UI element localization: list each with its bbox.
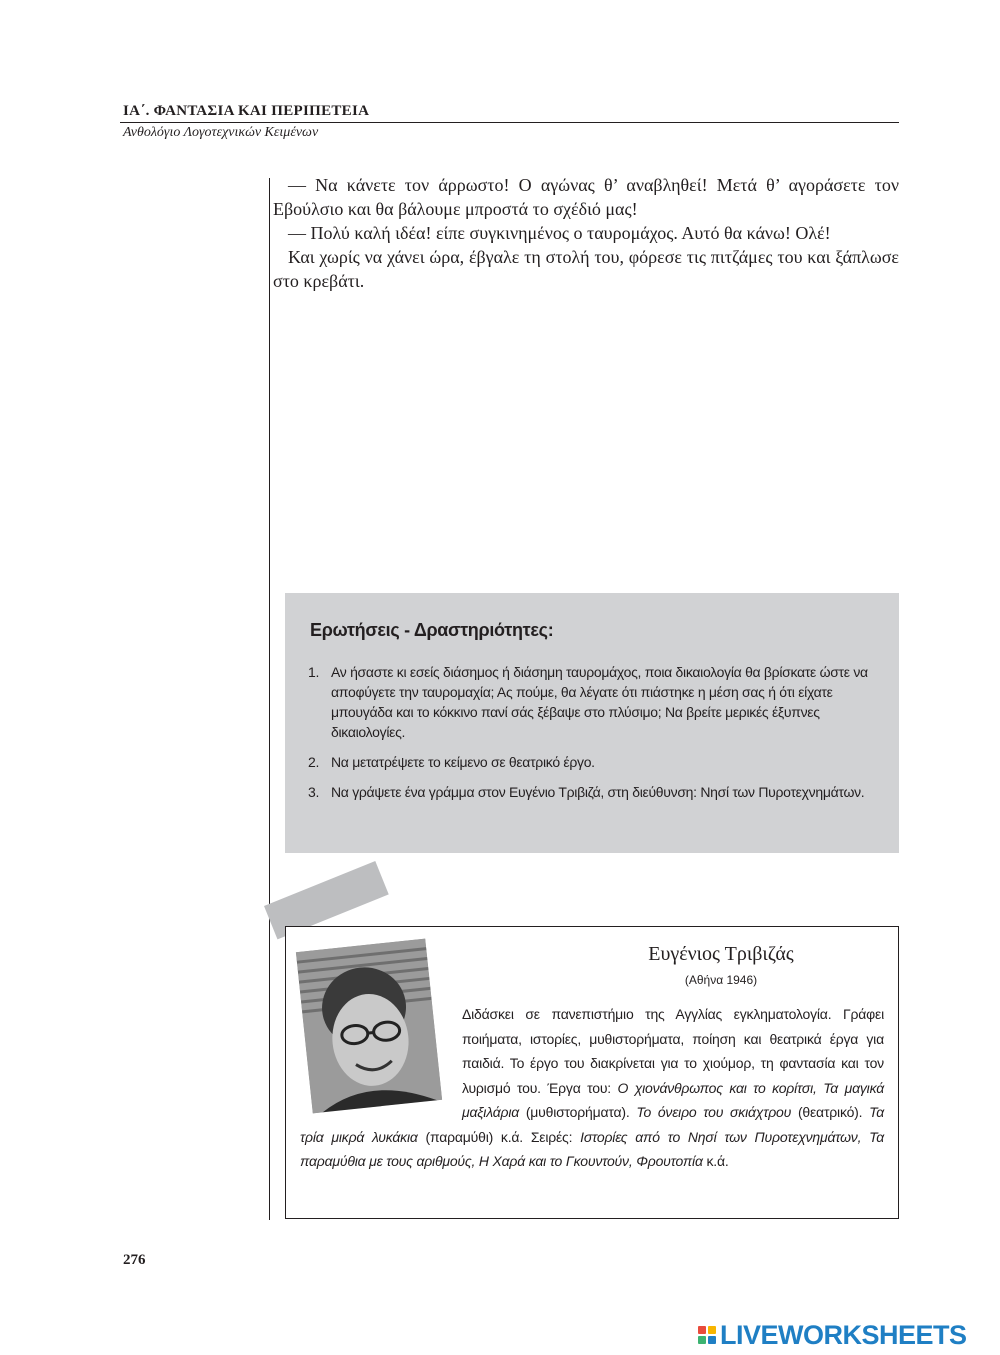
section-subtitle: Ανθολόγιο Λογοτεχνικών Κειμένων [123,125,319,140]
bio-text-part: (παραμύθι) κ.ά. Σειρές: [417,1128,581,1145]
question-number: 1. [308,664,320,680]
photo-spacer [300,1002,462,1120]
logo-square-green [698,1336,706,1344]
question-text: Να μετατρέψετε το κείμενο σε θεατρικό έργο. [331,754,595,770]
page-number: 276 [123,1252,146,1268]
questions-box [285,593,899,853]
logo-square-red [698,1326,706,1334]
story-paragraph: — Πολύ καλή ιδέα! είπε συγκινημένος ο ταυρομάχος. Αυτό θα κάνω! Ολέ! [288,223,831,243]
margin-line [269,178,270,1220]
questions-list [308,662,878,812]
question-text: Αν ήσαστε κι εσείς διάσημος ή διάσημη ταυρομάχος, ποια δικαιολογία θα βρίσκατε ώστε να αποφύγετε την ταυρομαχία; Ας πούμε, θα λέγατε ότι πιάστηκε η μέση σας ή ότι είχατε μπουγάδα και το κόκκινο πανί σάς ξέβαψε στο πλύσιμο; Να βρείτε μερικές έξυπνες δικαιολογίες. [331,664,868,740]
bio-text-part: κ.ά. [702,1153,729,1169]
author-bio-box [285,926,899,1219]
header-divider [120,122,899,123]
section-title: ΙΑ΄. ΦΑΝΤΑΣΙΑ ΚΑΙ ΠΕΡΙΠΕΤΕΙΑ [123,103,370,119]
author-name: Ευγένιος Τριβιζάς [648,943,794,965]
liveworksheets-logo[interactable] [698,1318,967,1352]
bio-text-part: Διδάσκει σε πανεπιστήμιο της Αγγλίας εγκληματολογία. Γράφει ποιήματα, ιστορίες, μυθιστορήματα, ποίηση και θεατρικά έργα για παιδιά. Το έργο του διακρίνεται για το χιούμορ, τη φαντασία και τον λυρισμό του. Έργα του: [462,1006,884,1096]
story-text [273,173,899,293]
bio-text-part: (μυθιστορήματα). [519,1104,637,1120]
question-number: 3. [308,784,320,800]
bio-text-part: (θεατρικό). [791,1104,870,1120]
question-number: 2. [308,754,320,770]
bio-works: Τα τρία μικρά λυκάκια [300,1104,885,1145]
story-paragraph: — Να κάνετε τον άρρωστο! Ο αγώνας θ’ αναβληθεί! Μετά θ’ αγοράσετε τον Εβούλσιο και θα βάλουμε μπροστά το σχέδιό μας! [273,175,899,219]
logo-square-blue [708,1336,716,1344]
logo-text: LIVEWORKSHEETS [720,1319,967,1350]
story-paragraph: Και χωρίς να χάνει ώρα, έβγαλε τη στολή του, φόρεσε τις πιτζάμες του και ξάπλωσε στο κρεβάτι. [273,247,899,291]
bio-series: Ιστορίες από το Νησί των Πυροτεχνημάτων, Τα παραμύθια με τους αριθμούς, Η Χαρά και το Γκουντούν, Φρουτοπία [300,1128,884,1169]
author-dates: (Αθήνα 1946) [684,973,758,987]
question-item [308,782,878,802]
logo-icon [698,1326,716,1344]
question-text: Να γράψετε ένα γράμμα στον Ευγένιο Τριβιζά, στη διεύθυνση: Νησί των Πυροτεχνημάτων. [331,784,865,800]
logo-square-yellow [708,1326,716,1334]
question-item [308,752,878,772]
question-item [308,662,878,742]
bio-works: Ο χιονάνθρωπος και το κορίτσι, Τα μαγικά μαξιλάρια [462,1079,884,1120]
author-bio-text [300,1002,884,1174]
bio-works: Το όνειρο του σκιάχτρου [636,1104,792,1120]
questions-title: Ερωτήσεις - Δραστηριότητες: [310,620,554,640]
